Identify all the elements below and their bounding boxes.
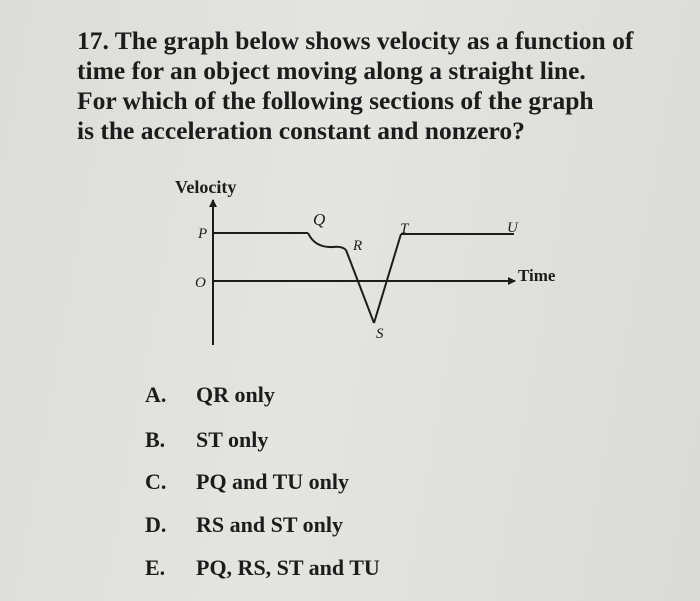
choice-text: RS and ST only — [196, 512, 343, 537]
choice-letter: A. — [145, 382, 167, 407]
choice-text: ST only — [196, 427, 269, 452]
choice-text: PQ and TU only — [196, 469, 350, 494]
question-number: 17. — [77, 26, 109, 55]
point-label-s: S — [376, 326, 384, 342]
origin-label: O — [195, 275, 206, 291]
choice-letter: D. — [145, 512, 167, 537]
point-label-t: T — [400, 221, 409, 237]
velocity-time-graph — [150, 170, 580, 345]
segment-qr — [308, 233, 346, 250]
question-stem — [77, 26, 677, 146]
choice-letter: C. — [145, 469, 167, 494]
point-label-q: Q — [313, 210, 326, 229]
point-label-r: R — [353, 238, 363, 254]
y-axis-label: Velocity — [175, 177, 237, 197]
segment-st — [374, 234, 401, 323]
choice-text: PQ, RS, ST and TU — [196, 555, 380, 580]
x-axis-label: Time — [518, 266, 556, 285]
point-label-u: U — [507, 220, 518, 236]
point-label-p: P — [198, 226, 208, 242]
choice-text: QR only — [196, 382, 275, 407]
question-text: The graph below shows velocity as a function of time for an object moving along a straight line. For which of the following sections of the graph is the acceleration constant and nonzero? — [77, 26, 634, 145]
choice-letter: E. — [145, 555, 166, 580]
choice-letter: B. — [145, 427, 166, 452]
segment-rs — [346, 250, 374, 323]
